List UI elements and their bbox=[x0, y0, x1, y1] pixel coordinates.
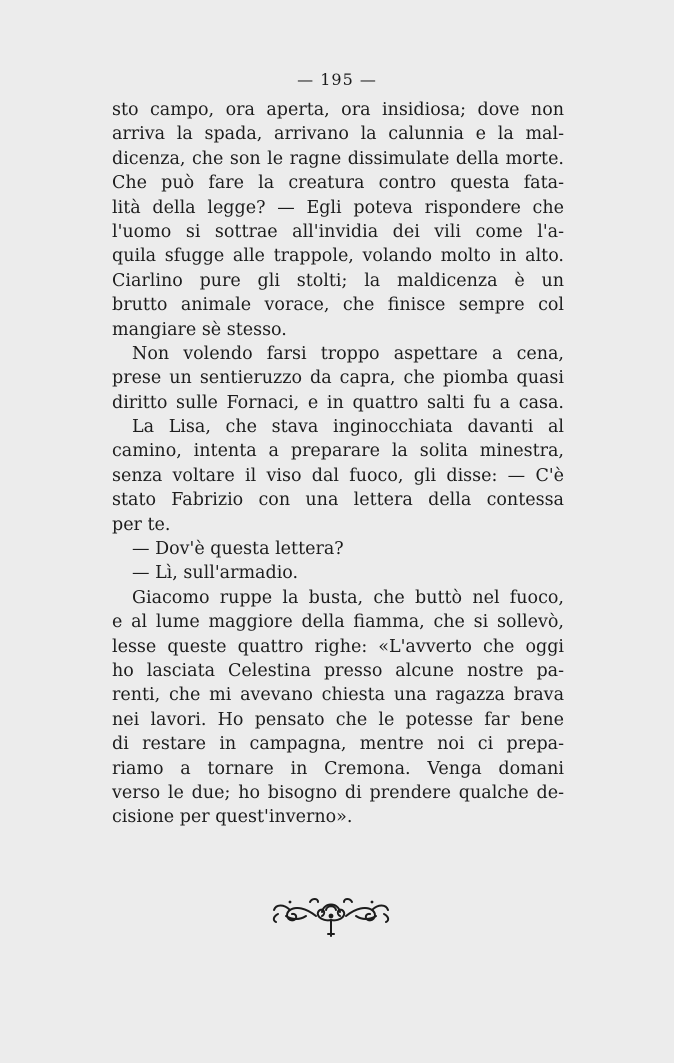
text-line: quila sfugge alle trappole, volando molto in alto. bbox=[112, 246, 564, 267]
text-line: e al lume maggiore della fiamma, che si sollevò, bbox=[112, 612, 564, 633]
text-line: La Lisa, che stava inginocchiata davanti al bbox=[132, 417, 564, 438]
text-line: mangiare sè stesso. bbox=[112, 319, 287, 340]
text-line: Giacomo ruppe la busta, che buttò nel fuoco, bbox=[132, 587, 564, 608]
text-line: Ciarlino pure gli stolti; la maldicenza è un bbox=[112, 270, 564, 291]
text-line: camino, intenta a preparare la solita minestra, bbox=[112, 441, 564, 462]
text-line: arriva la spada, arrivano la calunnia e la mal- bbox=[112, 124, 564, 145]
text-line: stato Fabrizio con una lettera della contessa bbox=[112, 490, 564, 511]
text-line: Che può fare la creatura contro questa fata- bbox=[112, 173, 564, 194]
text-line: ho lasciata Celestina presso alcune nostre pa- bbox=[112, 660, 564, 681]
text-line: verso le due; ho bisogno di prendere qualche de- bbox=[112, 782, 564, 803]
text-line: — Dov'è questa lettera? bbox=[132, 539, 344, 560]
text-line: Non volendo farsi troppo aspettare a cena, bbox=[132, 343, 564, 364]
text-line: dicenza, che son le ragne dissimulate della morte. bbox=[112, 148, 564, 169]
text-line: senza voltare il viso dal fuoco, gli disse: — C'è bbox=[112, 465, 564, 486]
text-line: lità della legge? — Egli poteva rispondere che bbox=[112, 197, 564, 218]
text-line: renti, che mi avevano chiesta una ragazza brava bbox=[112, 685, 564, 706]
text-line: lesse queste quattro righe: «L'avverto che oggi bbox=[112, 636, 564, 657]
text-line: sto campo, ora aperta, ora insidiosa; dove non bbox=[112, 100, 564, 120]
text-line: cisione per quest'inverno». bbox=[112, 807, 353, 828]
text-line: di restare in campagna, mentre noi ci prepa- bbox=[112, 734, 564, 755]
text-line: diritto sulle Fornaci, e in quattro salti fu a casa. bbox=[112, 392, 564, 413]
page-number: — 195 — bbox=[297, 70, 377, 89]
body-text bbox=[112, 98, 564, 830]
text-line: brutto animale vorace, che finisce sempre col bbox=[112, 295, 564, 316]
text-line: nei lavori. Ho pensato che le potesse far bene bbox=[112, 709, 564, 730]
text-line: per te. bbox=[112, 514, 171, 535]
text-line: — Lì, sull'armadio. bbox=[132, 563, 299, 584]
text-line: l'uomo si sottrae all'invidia dei vili come l'a- bbox=[112, 221, 564, 242]
text-line: prese un sentieruzzo da capra, che piomba quasi bbox=[112, 368, 564, 389]
text-line: riamo a tornare in Cremona. Venga domani bbox=[112, 758, 564, 779]
ornament-vignette-icon bbox=[266, 890, 396, 940]
